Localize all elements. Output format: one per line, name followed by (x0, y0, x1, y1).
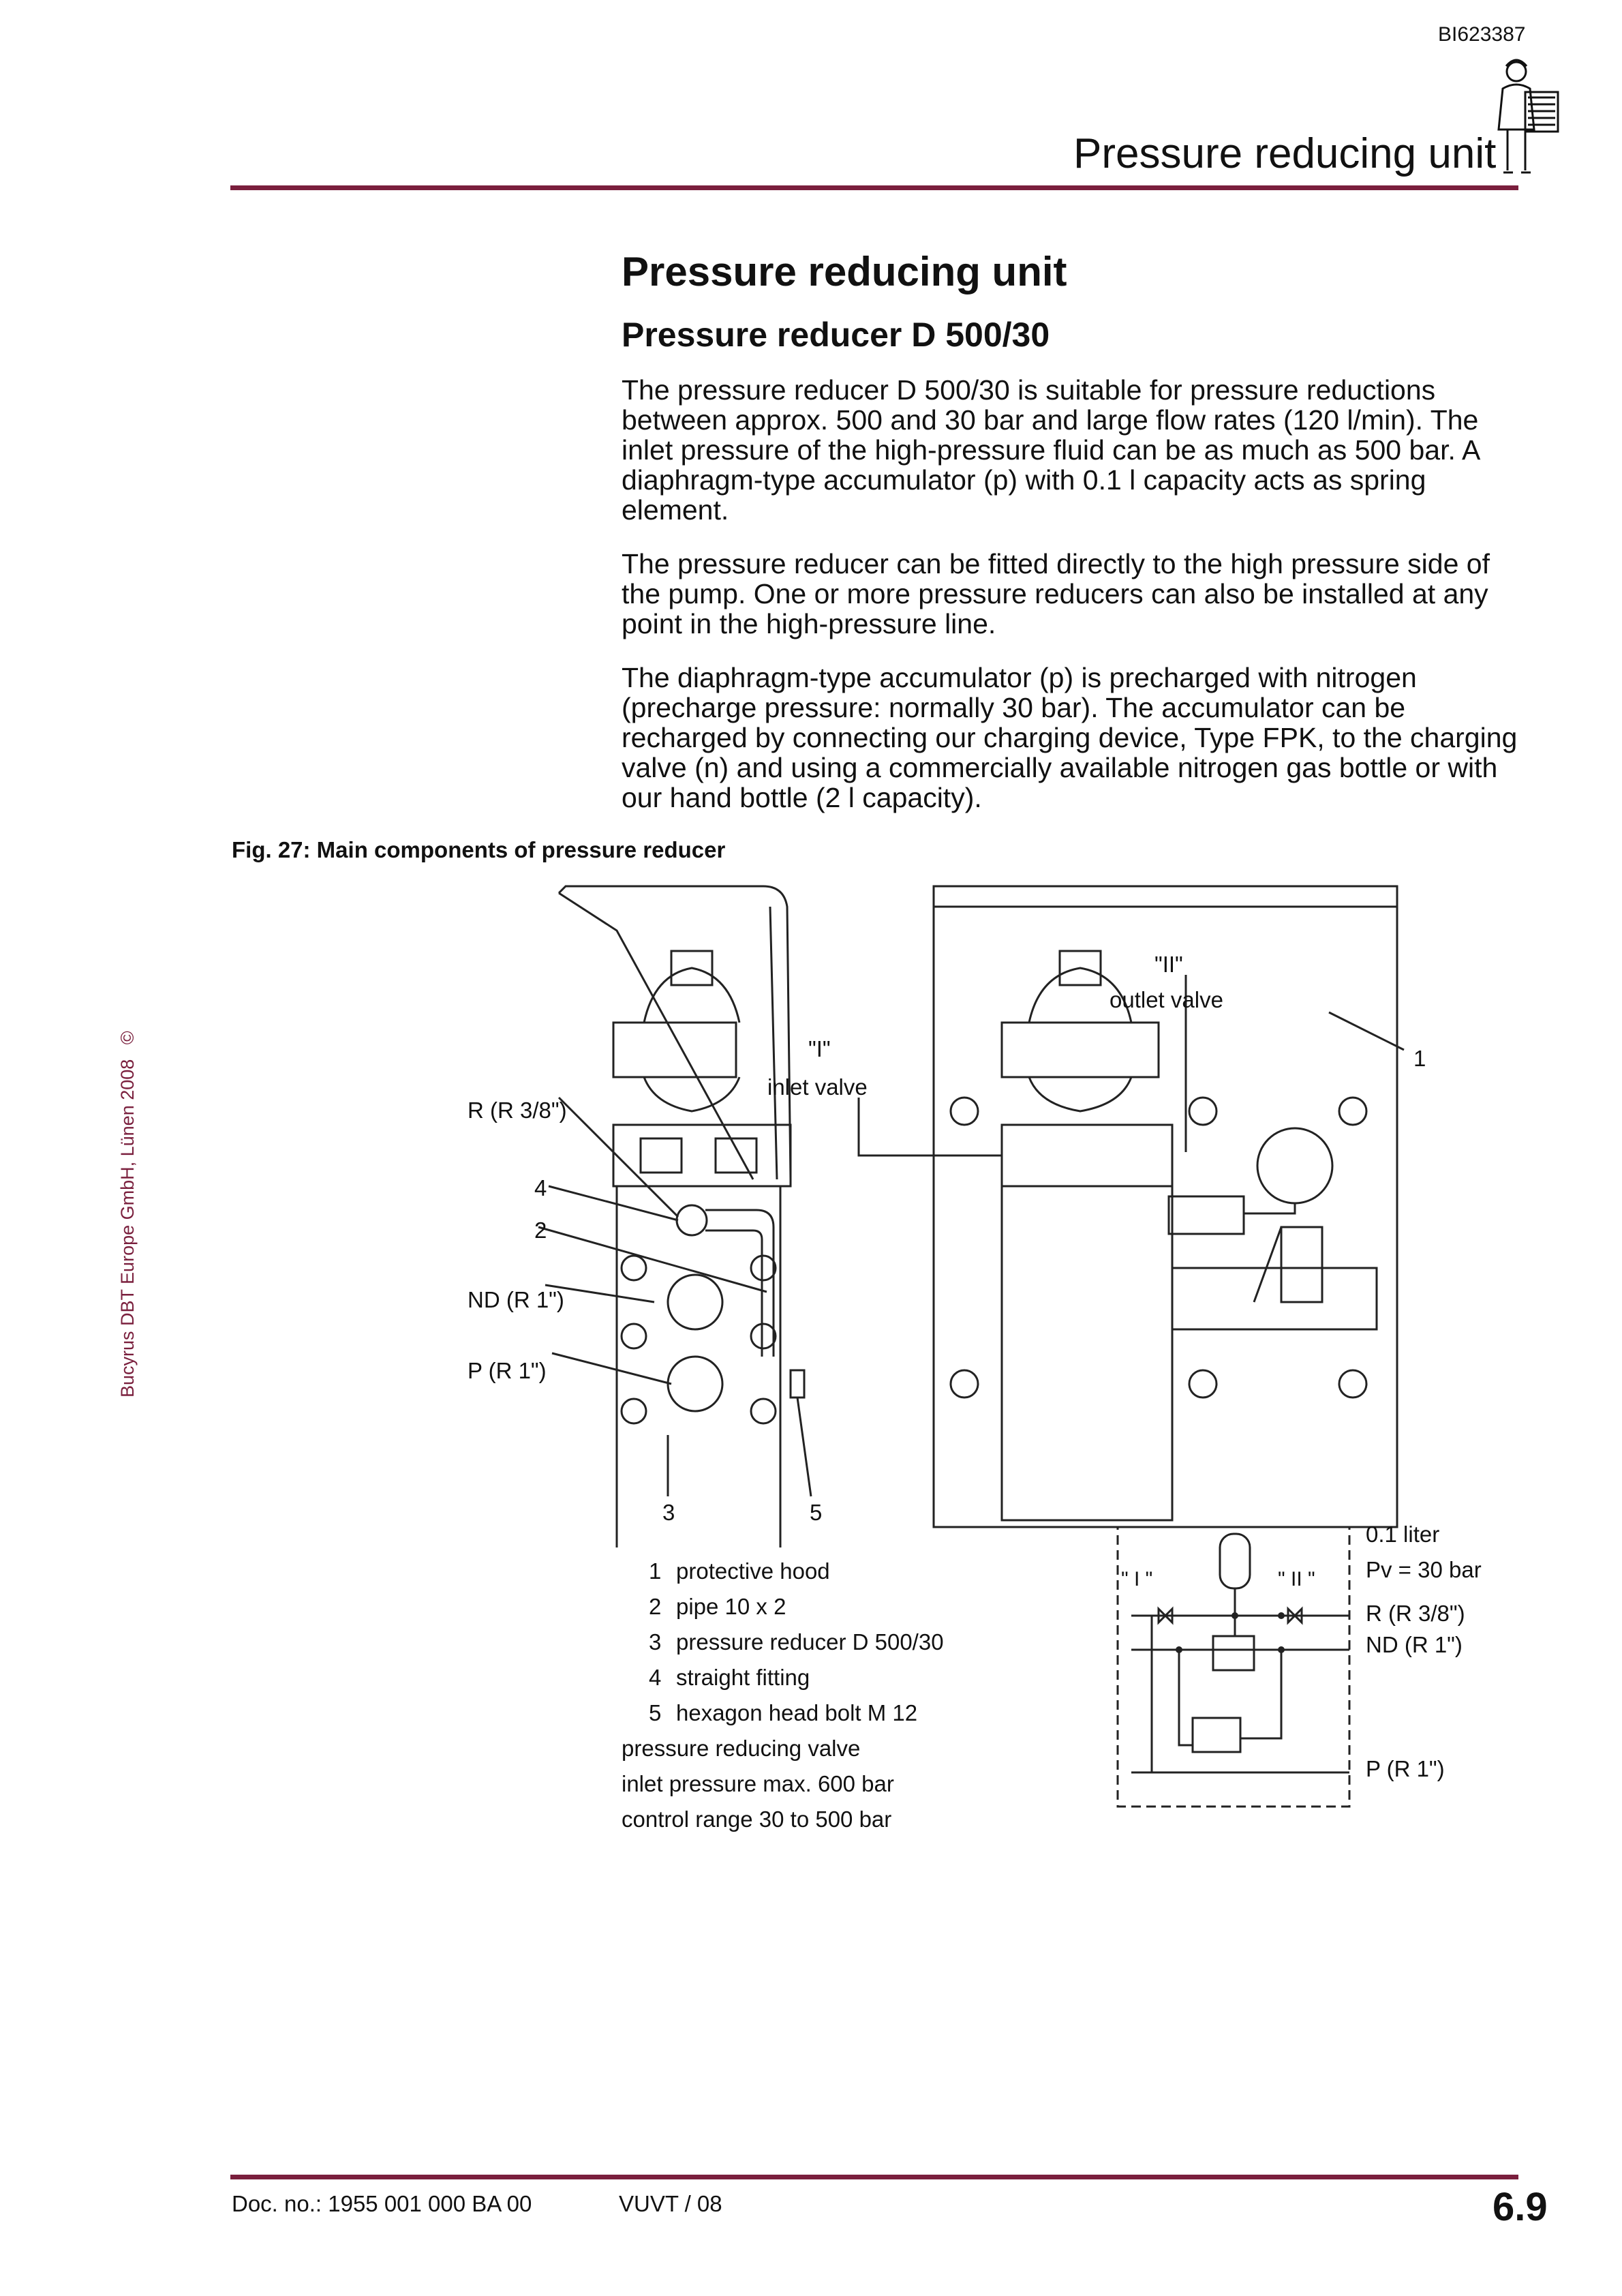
note-line: inlet pressure max. 600 bar (622, 1771, 894, 1796)
side-copyright-text: Bucyrus DBT Europe GmbH, Lünen 2008 (117, 1059, 138, 1398)
legend-num: 5 (649, 1700, 662, 1725)
header-title: Pressure reducing unit (1073, 130, 1497, 177)
legend-item (649, 1665, 944, 1700)
legend-text: pipe 10 x 2 (676, 1594, 786, 1619)
schematic-liter: 0.1 liter (1366, 1522, 1440, 1547)
legend-num: 1 (649, 1558, 662, 1584)
label-outlet-valve: outlet valve (1110, 987, 1223, 1012)
schematic-nd: ND (R 1") (1366, 1632, 1463, 1657)
header-rule (230, 185, 1518, 190)
paragraph-3: The diaphragm-type accumulator (p) is precharged with nitrogen (precharge pressure: normally 30 bar). The accumulator can be recharged by connecting our charging device, Type FPK, to the charging valve (n) and using a commercially available nitrogen gas bottle or with our hand bottle (2 l capacity). (622, 662, 1518, 813)
schematic-p: P (R 1") (1366, 1756, 1445, 1781)
footer-doc-no: Doc. no.: 1955 001 000 BA 00 (232, 2191, 532, 2216)
legend-item (649, 1700, 944, 1736)
label-r38: R (R 3/8") (468, 1098, 567, 1123)
schematic-label-i: " I " (1121, 1568, 1153, 1590)
copyright-symbol: © (117, 1031, 138, 1045)
schematic-pv: Pv = 30 bar (1366, 1557, 1482, 1582)
legend-text: pressure reducer D 500/30 (676, 1629, 944, 1655)
label-1: 1 (1413, 1046, 1426, 1071)
legend-item (649, 1558, 944, 1594)
label-3: 3 (662, 1500, 675, 1525)
legend-text: straight fitting (676, 1665, 810, 1690)
worker-icon (1486, 51, 1567, 181)
legend-num: 3 (649, 1629, 662, 1655)
note-line: control range 30 to 500 bar (622, 1807, 892, 1832)
label-inlet-valve: inlet valve (767, 1074, 868, 1100)
label-2: 2 (534, 1218, 547, 1243)
figure-caption: Fig. 27: Main components of pressure reducer (232, 837, 726, 862)
legend-text: protective hood (676, 1558, 830, 1584)
section-subheading: Pressure reducer D 500/30 (622, 316, 1050, 354)
label-5: 5 (810, 1500, 823, 1525)
footer-version: VUVT / 08 (619, 2191, 722, 2216)
label-valve-ii-num: "II" (1154, 952, 1183, 977)
schematic-r: R (R 3/8") (1366, 1601, 1465, 1626)
legend-item (649, 1594, 944, 1629)
legend-num: 4 (649, 1665, 662, 1690)
document-id: BI623387 (1438, 23, 1526, 46)
label-valve-i-num: "I" (808, 1036, 831, 1061)
notes-list (622, 1736, 894, 1842)
legend-list (649, 1558, 944, 1736)
schematic-label-ii: " II " (1278, 1568, 1315, 1590)
label-nd: ND (R 1") (468, 1287, 564, 1312)
hydraulic-schematic (1111, 1513, 1370, 1813)
page-number: 6.9 (1493, 2185, 1548, 2229)
legend-item (649, 1629, 944, 1665)
paragraph-1: The pressure reducer D 500/30 is suitable for pressure reductions between approx. 500 and 30 bar and large flow rates (120 l/min). The inlet pressure of the high-pressure fluid can be as much as 500 bar. A diaphragm-type accumulator (p) with 0.1 l capacity acts as spring element. (622, 374, 1480, 526)
hood-outline (559, 886, 791, 1179)
legend-num: 2 (649, 1594, 662, 1619)
paragraph-2: The pressure reducer can be fitted directly to the high pressure side of the pump. One or more pressure reducers can also be installed at any point in the high-pressure line. (622, 548, 1490, 639)
footer-rule (230, 2175, 1518, 2179)
note-line: pressure reducing valve (622, 1736, 861, 1761)
legend-text: hexagon head bolt M 12 (676, 1700, 918, 1725)
page-heading: Pressure reducing unit (622, 249, 1067, 294)
label-p: P (R 1") (468, 1358, 547, 1383)
pressure-reducer-drawing (0, 866, 1622, 1547)
label-4: 4 (534, 1175, 547, 1200)
